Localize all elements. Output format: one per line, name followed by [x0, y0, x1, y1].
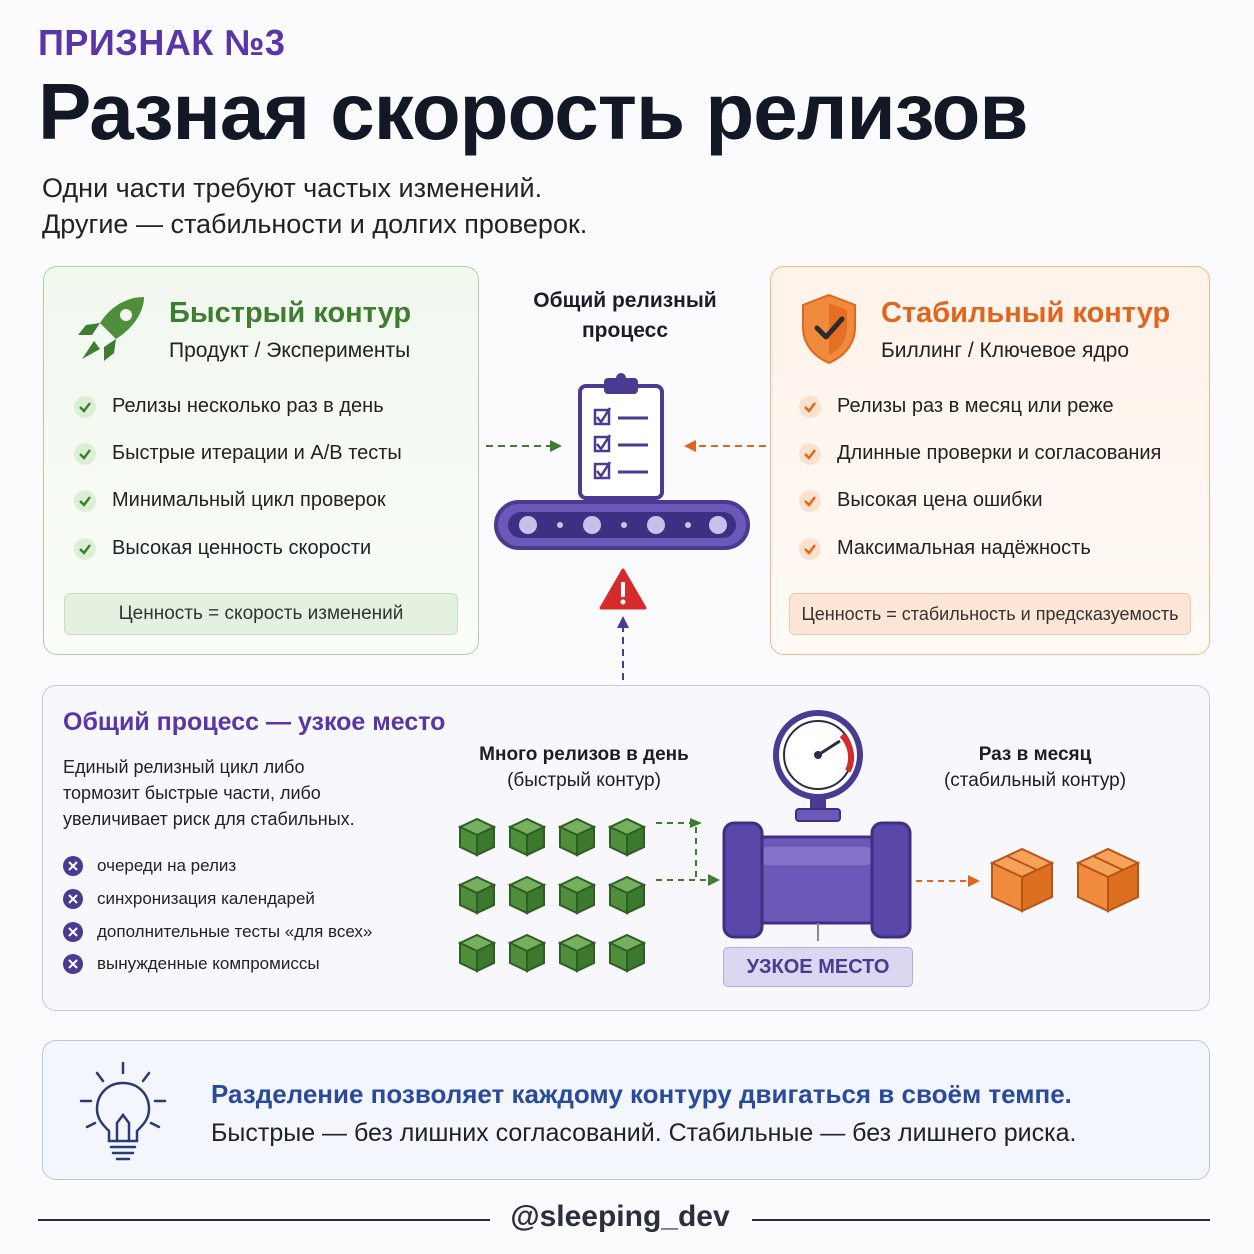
desc-line-3: увеличивает риск для стабильных. [63, 809, 355, 829]
stable-flow-label-line-1: Раз в месяц [978, 744, 1092, 765]
footer-divider-right [752, 1219, 1210, 1221]
check-icon [799, 443, 821, 465]
rocket-icon [74, 293, 152, 365]
stable-contour-card [770, 266, 1210, 655]
check-icon [74, 538, 96, 560]
bottleneck-diagram [450, 705, 1150, 985]
stable-item-text: Релизы раз в месяц или реже [837, 395, 1114, 417]
stable-contour-subtitle: Биллинг / Ключевое ядро [881, 339, 1130, 362]
stable-item-text: Максимальная надёжность [837, 537, 1091, 559]
shared-item-text: дополнительные тесты «для всех» [97, 922, 373, 941]
fast-item [74, 537, 371, 560]
shared-item [63, 856, 236, 876]
check-icon [799, 396, 821, 418]
stable-item-text: Длинные проверки и согласования [837, 442, 1162, 464]
author-handle: @sleeping_dev [510, 1200, 730, 1233]
arrow-from-stable [684, 440, 766, 452]
stable-contour-title: Стабильный контур [881, 297, 1171, 329]
desc-line-2: тормозит быстрые части, либо [63, 783, 321, 803]
fast-item-text: Высокая ценность скорости [112, 537, 372, 559]
fast-item [74, 489, 386, 512]
check-icon [74, 396, 96, 418]
shared-item [63, 954, 320, 974]
shared-item-text: очереди на релиз [97, 856, 237, 875]
stable-value-box: Ценность = стабильность и предсказуемость [789, 593, 1191, 635]
pipe-gauge-icon [724, 713, 910, 941]
conveyor-icon [496, 502, 748, 548]
center-process-title [520, 286, 730, 346]
page-title: Разная скорость релизов [38, 67, 1028, 156]
fast-value-box: Ценность = скорость изменений [64, 593, 458, 635]
stable-item [799, 442, 1161, 465]
stable-item [799, 489, 1043, 512]
x-icon [63, 856, 83, 876]
bottleneck-badge: УЗКОЕ МЕСТО [723, 947, 913, 987]
desc-line-1: Единый релизный цикл либо [63, 757, 305, 777]
page-subtitle [42, 170, 587, 242]
arrow-into-pipe [656, 818, 720, 886]
x-icon [63, 954, 83, 974]
shared-item-text: вынужденные компромиссы [97, 954, 320, 973]
stable-item [799, 395, 1114, 418]
lightbulb-icon [77, 1061, 169, 1165]
insight-title: Разделение позволяет каждому контуру двигаться в своём темпе. [211, 1079, 1072, 1109]
stable-item-text: Высокая цена ошибки [837, 489, 1043, 511]
shield-check-icon [797, 291, 861, 365]
green-cubes-grid [460, 819, 644, 971]
shared-process-description [63, 754, 403, 832]
fast-contour-subtitle: Продукт / Эксперименты [169, 339, 411, 362]
orange-box-icon [992, 849, 1138, 911]
center-title-line-2: процесс [581, 319, 668, 342]
fast-item-text: Минимальный цикл проверок [112, 489, 386, 511]
insight-subtitle: Быстрые — без лишних согласований. Стабильные — без лишнего риска. [211, 1119, 1077, 1147]
shared-item-text: синхронизация календарей [97, 889, 315, 908]
fast-contour-card [43, 266, 479, 655]
center-process-diagram [484, 370, 770, 682]
stable-item [799, 537, 1091, 560]
insight-card [42, 1040, 1210, 1180]
check-icon [74, 443, 96, 465]
fast-flow-label-line-1: Много релизов в день [479, 744, 689, 765]
subtitle-line-2: Другие — стабильности и долгих проверок. [42, 209, 588, 239]
warning-icon [601, 570, 645, 608]
shared-item [63, 889, 315, 909]
check-icon [799, 490, 821, 512]
arrow-out-of-pipe [916, 875, 980, 887]
section-eyebrow: ПРИЗНАК №3 [38, 22, 286, 63]
fast-item [74, 395, 384, 418]
center-title-line-1: Общий релизный [533, 289, 717, 312]
fast-flow-label-line-2: (быстрый контур) [507, 770, 661, 791]
stable-flow-label-line-2: (стабильный контур) [943, 770, 1127, 791]
check-icon [74, 490, 96, 512]
fast-item-text: Быстрые итерации и A/B тесты [112, 442, 402, 464]
fast-contour-title: Быстрый контур [169, 297, 412, 329]
arrow-from-shared [617, 616, 629, 680]
check-icon [799, 538, 821, 560]
fast-item [74, 442, 402, 465]
shared-process-title: Общий процесс — узкое место [63, 708, 446, 736]
subtitle-line-1: Одни части требуют частых изменений. [42, 173, 543, 203]
x-icon [63, 922, 83, 942]
shared-item [63, 922, 372, 942]
clipboard-icon [580, 373, 662, 498]
footer-divider-left [38, 1219, 490, 1221]
arrow-from-fast [486, 440, 562, 452]
x-icon [63, 889, 83, 909]
fast-item-text: Релизы несколько раз в день [112, 395, 384, 417]
